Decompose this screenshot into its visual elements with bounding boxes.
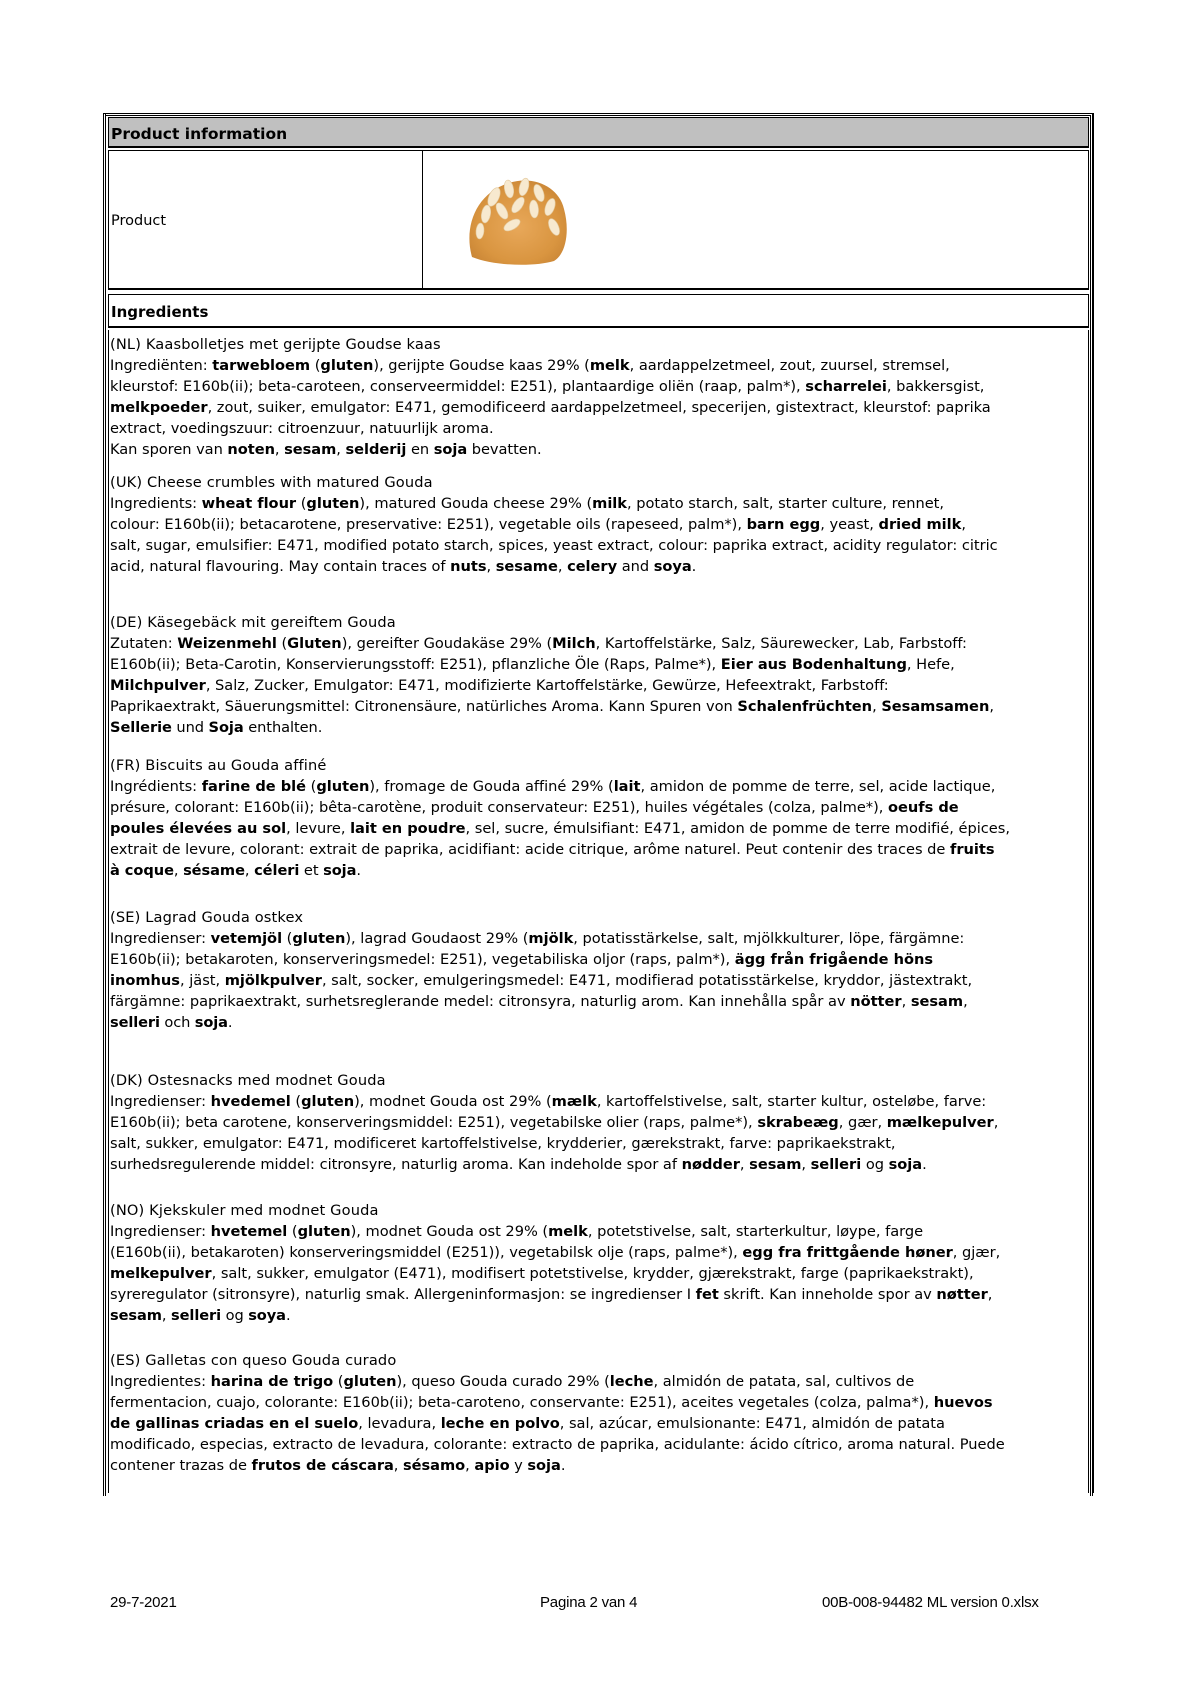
allergen-text: melk xyxy=(589,357,630,374)
ingredients-section-nl xyxy=(110,334,1086,460)
ingredient-text: . xyxy=(922,1156,927,1173)
ingredient-text: , xyxy=(739,1156,750,1173)
ingredient-line xyxy=(110,1434,1086,1455)
ingredient-text: , levadura, xyxy=(358,1415,441,1432)
allergen-text: vetemjöl xyxy=(210,930,283,947)
ingredient-line xyxy=(110,633,1086,654)
allergen-text: dried milk xyxy=(878,516,962,533)
allergen-text: gluten xyxy=(297,1223,351,1240)
allergen-text: harina de trigo xyxy=(210,1373,334,1390)
section-title: (DE) Käsegebäck mit gereiftem Gouda xyxy=(110,614,396,631)
ingredient-line xyxy=(110,514,1086,535)
allergen-text: gluten xyxy=(316,778,370,795)
ingredient-line xyxy=(110,949,1086,970)
product-information-title: Product information xyxy=(111,125,288,143)
ingredient-text: salt, sukker, emulgator: E471, modificeret kartoffelstivelse, krydderier, gærekstrakt, farve: paprikaekstrakt, xyxy=(110,1135,896,1152)
allergen-text: hvedemel xyxy=(210,1093,291,1110)
ingredient-line xyxy=(110,418,1086,439)
ingredient-text: ( xyxy=(276,635,288,652)
footer-date: 29-7-2021 xyxy=(110,1594,177,1611)
ingredient-text: extrait de levure, colorant: extrait de paprika, acidifiant: acide citrique, arôme naturel. Peut contenir des traces de xyxy=(110,841,950,858)
ingredient-text: , xyxy=(963,993,968,1010)
ingredient-text: , xyxy=(465,1457,475,1474)
ingredient-line xyxy=(110,1305,1086,1326)
ingredient-text: , jäst, xyxy=(179,972,225,989)
section-title: (UK) Cheese crumbles with matured Gouda xyxy=(110,474,433,491)
allergen-text: Gluten xyxy=(287,635,342,652)
allergen-text: soya xyxy=(653,558,692,575)
allergen-text: soja xyxy=(888,1156,923,1173)
ingredient-line xyxy=(110,839,1086,860)
allergen-text: sesam xyxy=(284,441,337,458)
allergen-text: selleri xyxy=(171,1307,222,1324)
ingredient-text: ), fromage de Gouda affiné 29% ( xyxy=(369,778,614,795)
ingredient-text: E160b(ii); Beta-Carotin, Konservierungsstoff: E251), pflanzliche Öle (Raps, Palme*), xyxy=(110,656,721,673)
ingredient-text: Ingredienser: xyxy=(110,1223,211,1240)
ingredient-text: Ingredients: xyxy=(110,495,202,512)
ingredient-text: syreregulator (sitronsyre), naturlig smak. Allergeninformasjon: se ingredienser I xyxy=(110,1286,696,1303)
ingredient-text: modificado, especias, extracto de levadura, colorante: extracto de paprika, acidulante: ácido cítrico, aroma natural. Puede xyxy=(110,1436,1005,1453)
ingredient-text: , xyxy=(801,1156,811,1173)
ingredient-text: , aardappelzetmeel, zout, zuursel, stremsel, xyxy=(629,357,950,374)
ingredient-text: salt, sugar, emulsifier: E471, modified potato starch, spices, yeast extract, colour: paprika extract, acidity regulator: citric xyxy=(110,537,998,554)
product-photo xyxy=(454,169,604,269)
ingredient-text: ( xyxy=(282,930,293,947)
ingredient-line xyxy=(110,1392,1086,1413)
ingredient-text: en xyxy=(406,441,434,458)
allergen-text: apio xyxy=(474,1457,510,1474)
ingredients-section-no xyxy=(110,1200,1086,1326)
ingredient-text: ), gereifter Goudakäse 29% ( xyxy=(341,635,553,652)
allergen-text: soja xyxy=(194,1014,228,1031)
allergen-text: Soja xyxy=(208,719,244,736)
ingredient-text: , xyxy=(993,1114,999,1131)
ingredient-line xyxy=(110,717,1086,738)
allergen-text: scharrelei xyxy=(805,378,887,395)
ingredient-text: ), lagrad Goudaost 29% ( xyxy=(345,930,529,947)
ingredient-text: , Hefe, xyxy=(906,656,955,673)
ingredients-section-de xyxy=(110,612,1086,738)
ingredient-line xyxy=(110,776,1086,797)
ingredient-text: och xyxy=(159,1014,195,1031)
ingredient-text: extract, voedingszuur: citroenzuur, natuurlijk aroma. xyxy=(110,420,494,437)
ingredient-text: , xyxy=(557,558,568,575)
allergen-text: leche en polvo xyxy=(440,1415,560,1432)
ingredient-text: ( xyxy=(287,1223,298,1240)
ingredient-text: Kan sporen van xyxy=(110,441,228,458)
ingredient-line xyxy=(110,1284,1086,1305)
ingredient-text: , xyxy=(987,1286,993,1303)
ingredient-text: , xyxy=(901,993,911,1010)
ingredient-line xyxy=(110,860,1086,881)
allergen-text: gluten xyxy=(306,495,360,512)
allergen-text: lait en poudre xyxy=(350,820,466,837)
allergen-text: Milch xyxy=(552,635,596,652)
ingredient-text: ), gerijpte Goudse kaas 29% ( xyxy=(373,357,590,374)
ingredient-text: , xyxy=(161,1307,171,1324)
ingredient-line xyxy=(110,535,1086,556)
ingredient-text: Paprikaextrakt, Säuerungsmittel: Citronensäure, natürliches Aroma. Kann Spuren von xyxy=(110,698,738,715)
ingredients-section-dk xyxy=(110,1070,1086,1175)
footer-page-number: Pagina 2 van 4 xyxy=(540,1594,638,1611)
allergen-text: milk xyxy=(592,495,627,512)
ingredient-text: , potetstivelse, salt, starterkultur, løype, farge xyxy=(587,1223,924,1240)
ingredient-text: og xyxy=(861,1156,889,1173)
ingredient-text: , xyxy=(336,441,346,458)
ingredient-text: . xyxy=(691,558,697,575)
ingredient-text: . xyxy=(560,1457,566,1474)
allergen-text: soja xyxy=(433,441,468,458)
ingredient-text: , xyxy=(872,698,882,715)
ingredient-text: , xyxy=(173,862,184,879)
column-divider xyxy=(422,151,423,289)
ingredient-text: ), queso Gouda curado 29% ( xyxy=(396,1373,610,1390)
allergen-text: huevos xyxy=(933,1394,993,1411)
ingredient-line xyxy=(110,797,1086,818)
ingredient-text: , gær, xyxy=(838,1114,887,1131)
section-title: (FR) Biscuits au Gouda affiné xyxy=(110,757,327,774)
ingredient-text: ( xyxy=(333,1373,344,1390)
section-title: (NL) Kaasbolletjes met gerijpte Goudse kaas xyxy=(110,336,441,353)
ingredient-text: , salt, sukker, emulgator (E471), modifisert potetstivelse, krydder, gjærekstrakt, farge (paprikaekstrakt), xyxy=(211,1265,974,1282)
ingredient-text: og xyxy=(221,1307,249,1324)
ingredient-text: , salt, socker, emulgeringsmedel: E471, modifierad potatisstärkelse, kryddor, jästextrakt, xyxy=(321,972,973,989)
ingredient-text: , potato starch, salt, starter culture, rennet, xyxy=(626,495,945,512)
ingredient-line xyxy=(110,556,1086,577)
ingredients-title: Ingredients xyxy=(111,303,209,321)
ingredient-text: , Salz, Zucker, Emulgator: E471, modifizierte Kartoffelstärke, Gewürze, Hefeextrakt, Farbstoff: xyxy=(205,677,889,694)
allergen-text: mælk xyxy=(551,1093,597,1110)
allergen-text: céleri xyxy=(254,862,300,879)
allergen-text: selleri xyxy=(810,1156,862,1173)
ingredient-text: ( xyxy=(306,778,317,795)
ingredient-line xyxy=(110,1133,1086,1154)
ingredient-text: ( xyxy=(310,357,321,374)
allergen-text: oeufs de xyxy=(888,799,959,816)
ingredients-section-es xyxy=(110,1350,1086,1476)
allergen-text: ägg från frigående höns xyxy=(734,951,934,968)
ingredient-line xyxy=(110,654,1086,675)
ingredient-text: Ingredienser: xyxy=(110,1093,211,1110)
ingredient-text: E160b(ii); beta carotene, konserveringsmiddel: E251), vegetabilske olier (raps, palme*), xyxy=(110,1114,758,1131)
ingredient-text: E160b(ii); betakaroten, konserveringsmedel: E251), vegetabiliska oljor (raps, palm*), xyxy=(110,951,735,968)
ingredient-line xyxy=(110,1112,1086,1133)
ingredient-text: kleurstof: E160b(ii); beta-caroteen, conserveermiddel: E251), plantaardige oliën (raap, palm*), xyxy=(110,378,806,395)
allergen-text: fet xyxy=(695,1286,719,1303)
allergen-text: nøtter xyxy=(936,1286,988,1303)
ingredient-text: . xyxy=(356,862,361,879)
ingredient-text: ), matured Gouda cheese 29% ( xyxy=(359,495,593,512)
ingredient-text: , almidón de patata, sal, cultivos de xyxy=(653,1373,915,1390)
allergen-text: wheat flour xyxy=(201,495,297,512)
allergen-text: gluten xyxy=(343,1373,397,1390)
ingredient-text: , Kartoffelstärke, Salz, Säurewecker, Lab, Farbstoff: xyxy=(595,635,967,652)
allergen-text: Schalenfrüchten xyxy=(737,698,873,715)
allergen-text: skrabeæg xyxy=(757,1114,839,1131)
ingredient-line xyxy=(110,675,1086,696)
ingredient-line xyxy=(110,1371,1086,1392)
ingredient-text: , gjær, xyxy=(952,1244,1001,1261)
ingredient-text: , levure, xyxy=(286,820,351,837)
ingredient-text: and xyxy=(617,558,654,575)
ingredient-line xyxy=(110,991,1086,1012)
allergen-text: egg fra frittgående høner xyxy=(742,1244,953,1261)
ingredients-section-fr xyxy=(110,755,1086,881)
allergen-text: nötter xyxy=(850,993,902,1010)
ingredient-line xyxy=(110,970,1086,991)
ingredient-text: skrift. Kan inneholde spor av xyxy=(718,1286,937,1303)
ingredient-text: , xyxy=(244,862,255,879)
allergen-text: selleri xyxy=(110,1014,160,1031)
allergen-text: sesam xyxy=(749,1156,802,1173)
ingredient-text: färgämne: paprikaextrakt, surhetsreglerande medel: citronsyra, naturlig arom. Kan innehålla spår av xyxy=(110,993,851,1010)
ingredients-section-se xyxy=(110,907,1086,1033)
ingredient-text: , sel, sucre, émulsifiant: E471, amidon de pomme de terre modifié, épices, xyxy=(465,820,1010,837)
ingredient-text: , potatisstärkelse, salt, mjölkkulturer, löpe, färgämne: xyxy=(573,930,965,947)
ingredients-header xyxy=(108,294,1089,328)
allergen-text: selderij xyxy=(345,441,407,458)
ingredient-line xyxy=(110,1154,1086,1175)
ingredient-line xyxy=(110,818,1086,839)
ingredient-line xyxy=(110,1413,1086,1434)
section-title: (NO) Kjekskuler med modnet Gouda xyxy=(110,1202,379,1219)
ingredient-text: surhedsregulerende middel: citronsyre, naturlig aroma. Kan indeholde spor af xyxy=(110,1156,682,1173)
allergen-text: soja xyxy=(527,1457,561,1474)
ingredient-text: , bakkersgist, xyxy=(886,378,985,395)
ingredient-text: , xyxy=(393,1457,404,1474)
allergen-text: tarwebloem xyxy=(212,357,311,374)
product-label: Product xyxy=(111,213,167,229)
ingredient-text: , xyxy=(961,516,966,533)
ingredient-line xyxy=(110,493,1086,514)
allergen-text: mjölk xyxy=(528,930,574,947)
allergen-text: melkepulver xyxy=(110,1265,212,1282)
ingredient-text: und xyxy=(171,719,209,736)
ingredient-text: , xyxy=(989,698,994,715)
allergen-text: mælkepulver xyxy=(886,1114,994,1131)
ingredient-text: . xyxy=(227,1014,233,1031)
section-title: (DK) Ostesnacks med modnet Gouda xyxy=(110,1072,386,1089)
allergen-text: gluten xyxy=(292,930,346,947)
ingredient-text: ), modnet Gouda ost 29% ( xyxy=(350,1223,549,1240)
ingredient-line xyxy=(110,355,1086,376)
allergen-text: de gallinas criadas en el suelo xyxy=(110,1415,359,1432)
allergen-text: sesam xyxy=(110,1307,162,1324)
allergen-text: Milchpulver xyxy=(110,677,206,694)
allergen-text: melk xyxy=(548,1223,588,1240)
allergen-text: hvetemel xyxy=(210,1223,288,1240)
allergen-text: sesame xyxy=(495,558,558,575)
allergen-text: leche xyxy=(609,1373,654,1390)
ingredient-text: bevatten. xyxy=(467,441,542,458)
ingredient-text: acid, natural flavouring. May contain traces of xyxy=(110,558,451,575)
product-row xyxy=(108,150,1089,290)
allergen-text: Weizenmehl xyxy=(177,635,277,652)
allergen-text: frutos de cáscara xyxy=(251,1457,394,1474)
allergen-text: nødder xyxy=(681,1156,740,1173)
ingredient-text: , kartoffelstivelse, salt, starter kultur, osteløbe, farve: xyxy=(596,1093,987,1110)
ingredient-line xyxy=(110,1242,1086,1263)
ingredient-text: colour: E160b(ii); betacarotene, preservative: E251), vegetable oils (rapeseed, palm*), xyxy=(110,516,747,533)
allergen-text: melkpoeder xyxy=(110,399,208,416)
allergen-text: nuts xyxy=(450,558,487,575)
allergen-text: Sesamsamen xyxy=(881,698,990,715)
ingredient-line xyxy=(110,928,1086,949)
ingredient-line xyxy=(110,1455,1086,1476)
ingredient-text: fermentacion, cuajo, colorante: E160b(ii); beta-caroteno, conservante: E251), aceites vegetales (colza, palma*), xyxy=(110,1394,934,1411)
allergen-text: à coque xyxy=(110,862,174,879)
ingredient-text: ( xyxy=(290,1093,302,1110)
ingredient-text: Ingredienser: xyxy=(110,930,211,947)
ingredient-text: , yeast, xyxy=(820,516,879,533)
allergen-text: gluten xyxy=(320,357,374,374)
footer-filename: 00B-008-94482 ML version 0.xlsx xyxy=(822,1594,1039,1611)
allergen-text: celery xyxy=(567,558,618,575)
allergen-text: farine de blé xyxy=(201,778,307,795)
ingredient-text: contener trazas de xyxy=(110,1457,252,1474)
ingredient-text: , xyxy=(274,441,285,458)
ingredient-line xyxy=(110,1012,1086,1033)
ingredient-text: ), modnet Gouda ost 29% ( xyxy=(354,1093,552,1110)
ingredient-text: y xyxy=(509,1457,528,1474)
allergen-text: soya xyxy=(248,1307,286,1324)
allergen-text: sésamo xyxy=(403,1457,466,1474)
section-title: (SE) Lagrad Gouda ostkex xyxy=(110,909,304,926)
allergen-text: fruits xyxy=(950,841,995,858)
ingredient-text: Ingredientes: xyxy=(110,1373,211,1390)
ingredient-text: enthalten. xyxy=(243,719,323,736)
ingredient-line xyxy=(110,397,1086,418)
allergen-text: Sellerie xyxy=(110,719,172,736)
ingredient-text: présure, colorant: E160b(ii); bêta-carotène, produit conservateur: E251), huiles végétales (colza, palme*), xyxy=(110,799,888,816)
product-information-header xyxy=(108,117,1089,148)
allergen-text: barn egg xyxy=(746,516,821,533)
ingredient-line xyxy=(110,439,1086,460)
allergen-text: noten xyxy=(227,441,275,458)
ingredient-text: (E160b(ii), betakaroten) konserveringsmiddel (E251)), vegetabilsk olje (raps, palme*), xyxy=(110,1244,743,1261)
ingredient-line xyxy=(110,1221,1086,1242)
ingredient-text: Zutaten: xyxy=(110,635,178,652)
ingredient-text: et xyxy=(299,862,324,879)
ingredient-line xyxy=(110,1263,1086,1284)
ingredient-text: , sal, azúcar, emulsionante: E471, almidón de patata xyxy=(559,1415,945,1432)
ingredient-text: Ingrédients: xyxy=(110,778,202,795)
ingredient-text: , zout, suiker, emulgator: E471, gemodificeerd aardappelzetmeel, specerijen, gistextract, kleurstof: paprika xyxy=(207,399,991,416)
allergen-text: sesam xyxy=(910,993,964,1010)
ingredient-line xyxy=(110,696,1086,717)
ingredient-line xyxy=(110,376,1086,397)
ingredient-text: , amidon de pomme de terre, sel, acide lactique, xyxy=(640,778,996,795)
allergen-text: lait xyxy=(613,778,641,795)
allergen-text: gluten xyxy=(301,1093,355,1110)
ingredients-section-uk xyxy=(110,472,1086,577)
allergen-text: poules élevées au sol xyxy=(110,820,287,837)
ingredient-line xyxy=(110,1091,1086,1112)
allergen-text: inomhus xyxy=(110,972,180,989)
ingredient-text: , xyxy=(486,558,496,575)
section-title: (ES) Galletas con queso Gouda curado xyxy=(110,1352,397,1369)
allergen-text: Eier aus Bodenhaltung xyxy=(720,656,907,673)
ingredient-text: Ingrediënten: xyxy=(110,357,213,374)
allergen-text: mjölkpulver xyxy=(224,972,322,989)
allergen-text: soja xyxy=(323,862,357,879)
ingredient-text: . xyxy=(285,1307,291,1324)
ingredient-text: ( xyxy=(296,495,307,512)
allergen-text: sésame xyxy=(183,862,245,879)
ingredients-body xyxy=(108,330,1089,1493)
